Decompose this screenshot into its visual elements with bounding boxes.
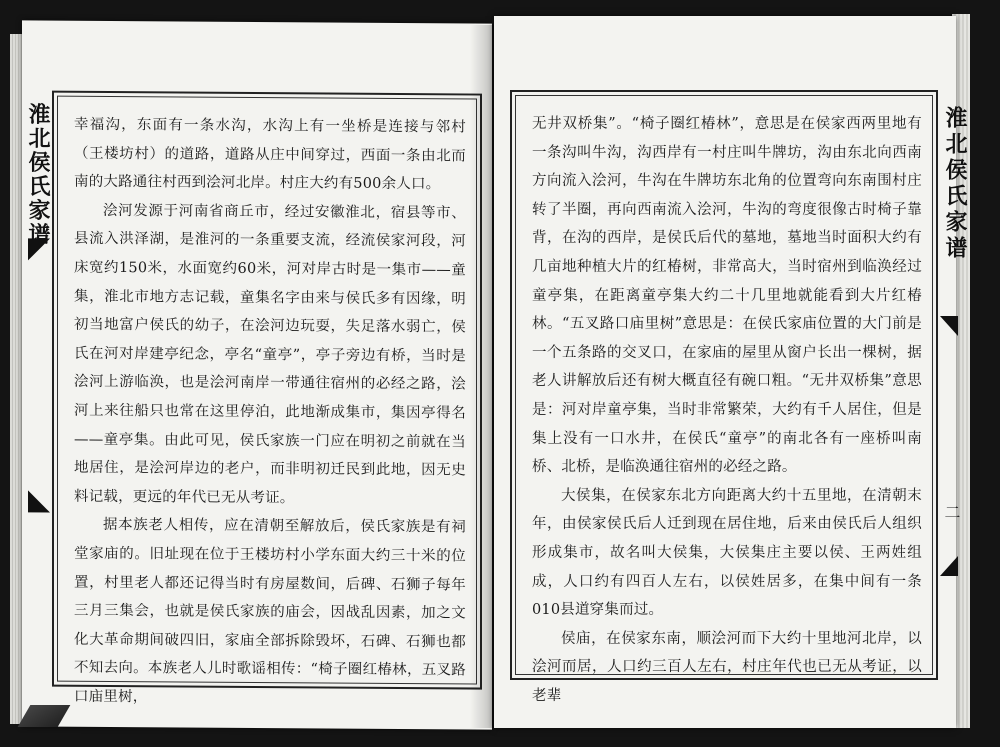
left-body-text — [74, 111, 466, 714]
left-text-frame — [52, 91, 482, 706]
left-gutter-triangle-bottom — [28, 490, 50, 512]
left-gutter — [22, 102, 52, 622]
left-gutter-triangle-top — [28, 238, 50, 260]
right-paragraph-2: 大侯集，在侯家东北方向距离大约十五里地，在清朝末年，由侯家侯氏后人迁到现在居住地，后来由侯氏后人组织形成集市，故名叫大侯集，大侯集庄主要以侯、王两姓组成，人口约有四百人左右，以侯姓居多，在集中间有一条010县道穿集而过。 — [532, 487, 922, 619]
page-number: 二 — [942, 504, 961, 520]
left-gutter-title: 淮北侯氏家谱 — [25, 102, 51, 247]
left-paragraph-2: 浍河发源于河南省商丘市，经过安徽淮北，宿县等市、县流入洪泽湖，是淮河的一条重要支流，经流侯家河段，河床宽约150米，水面宽约60米，河对岸古时是一集市——童集，淮北市地方志记载，童集名字由来与侯氏多有因缘，明初当地富户侯氏的幼子，在浍河边玩耍，失足落水弱亡，侯氏在河对岸建亭纪念，亭名“童亭”，亭子旁边有桥，当时是浍河上游临涣，也是浍河南岸一带通往宿州的必经之路，浍河上来往船只也常在这里停泊，此地渐成集市，集因亭得名——童亭集。由此可见，侯氏家族一门应在明初之前就在当地居住，是浍河岸边的老户，而非明初迁民到此地，因无史料记载，更远的年代已无从考证。 — [74, 202, 466, 506]
right-body-text — [532, 110, 922, 710]
right-gutter-title: 淮北侯氏家谱 — [942, 106, 968, 262]
left-paragraph-1: 幸福沟，东面有一条水沟，水沟上有一坐桥是连接与邻村（王楼坊村）的道路，道路从庄中间穿过，西面一条由北而南的大路通往村西到浍河北岸。村庄大约有500余人口。 — [74, 116, 466, 193]
left-paragraph-3: 据本族老人相传，应在清朝至解放后，侯氏家族是有祠堂家庙的。旧址现在位于王楼坊村小学东面大约三十米的位置，村里老人都还记得当时有房屋数间，后碑、石狮子每年三月三集会，也就是侯氏家族的庙会，因战乱因素，加之文化大革命期间破四旧，家庙全部拆除毁坏，石碑、石狮也都不知去向。本族老人儿时歌谣相传：“椅子圈红椿林，五叉路口庙里树， — [74, 517, 466, 706]
right-page — [494, 16, 968, 728]
right-paragraph-3: 侯庙，在侯家东南，顺浍河而下大约十里地河北岸，以浍河而居，人口约三百人左右，村庄年代也已无从考证，以老辈 — [532, 630, 922, 704]
left-page — [22, 20, 492, 729]
right-gutter — [938, 106, 968, 666]
right-text-frame — [510, 90, 938, 704]
right-paragraph-1: 无井双桥集”。“椅子圈红椿林”，意思是在侯家西两里地有一条沟叫牛沟，沟西岸有一村庄叫牛牌坊，沟由东北向西南方向流入浍河，牛沟在牛牌坊东北角的位置弯向东南围村庄转了半圈，再向西南流入浍河，牛沟的弯度很像古时椅子靠背，在沟的西岸，是侯氏后代的墓地，墓地当时面积大约有几亩地种植大片的红椿树，非常高大，当时宿州到临涣经过童亭集，在距离童亭集大约二十几里地就能看到大片红椿林。“五叉路口庙里树”意思是：在侯氏家庙位置的大门前是一个五条路的交叉口，在家庙的屋里从窗户长出一棵树，据老人讲解放后还有树大概直径有碗口粗。“无井双桥集”意思是：河对岸童亭集，当时非常繁荣，大约有千人居住，但是集上没有一口水井，在侯氏“童亭”的南北各有一座桥叫南桥、北桥，是临涣通往宿州的必经之路。 — [532, 116, 922, 476]
right-gutter-triangle-bottom — [940, 556, 958, 576]
right-gutter-triangle-top — [940, 316, 958, 336]
